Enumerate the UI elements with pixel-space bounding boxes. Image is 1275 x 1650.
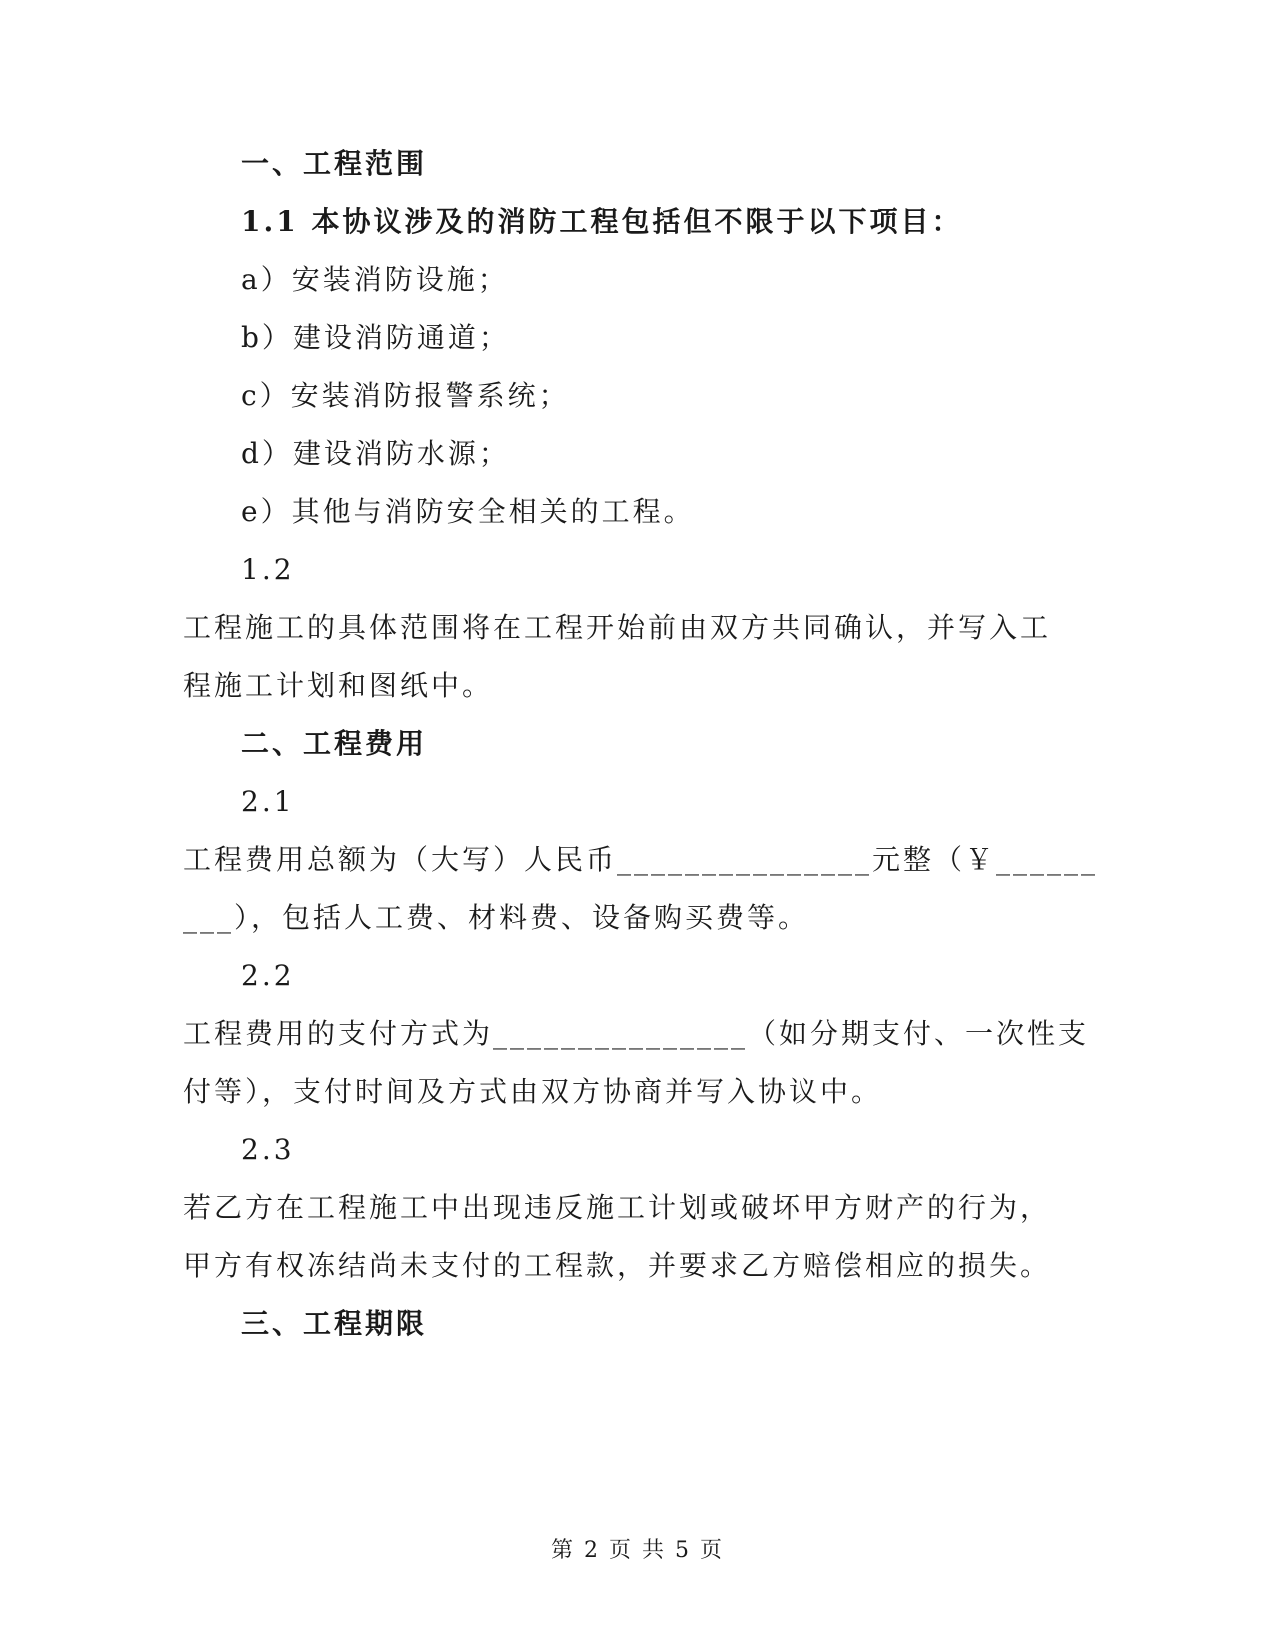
clause-1-1: 1.1 本协议涉及的消防工程包括但不限于以下项目： [241,205,963,238]
list-item-a: a）安装消防设施； [241,263,509,296]
page-number-footer: 第 2 页 共 5 页 [551,1538,724,1563]
clause-2-3-text-line-1: 若乙方在工程施工中出现违反施工计划或破坏甲方财产的行为， [183,1191,1052,1224]
list-item-b: b）建设消防通道； [241,321,510,354]
clause-2-2-text-line-2: 付等），支付时间及方式由双方协商并写入协议中。 [183,1075,883,1108]
list-item-d: d）建设消防水源； [241,437,510,470]
section-heading-3: 三、工程期限 [241,1307,428,1340]
clause-1-2-text-line-2: 程施工计划和图纸中。 [183,669,494,702]
clause-1-2-number: 1.2 [241,553,295,586]
list-item-e: e）其他与消防安全相关的工程。 [241,495,695,528]
list-item-c: c）安装消防报警系统； [241,379,570,412]
clause-2-1-number: 2.1 [241,785,295,818]
clause-2-2-number: 2.2 [241,959,295,992]
clause-2-1-text-line-2: ___），包括人工费、材料费、设备购买费等。 [183,901,810,934]
clause-2-3-text-line-2: 甲方有权冻结尚未支付的工程款，并要求乙方赔偿相应的损失。 [183,1249,1052,1282]
clause-2-2-text-line-1: 工程费用的支付方式为_______________（如分期支付、一次性支 [183,1017,1090,1050]
clause-2-3-number: 2.3 [241,1133,295,1166]
clause-2-1-text-line-1: 工程费用总额为（大写）人民币_______________元整（￥______ [183,843,1099,876]
section-heading-2: 二、工程费用 [241,727,428,760]
clause-1-2-text-line-1: 工程施工的具体范围将在工程开始前由双方共同确认，并写入工 [183,611,1052,644]
section-heading-1: 一、工程范围 [241,147,428,180]
